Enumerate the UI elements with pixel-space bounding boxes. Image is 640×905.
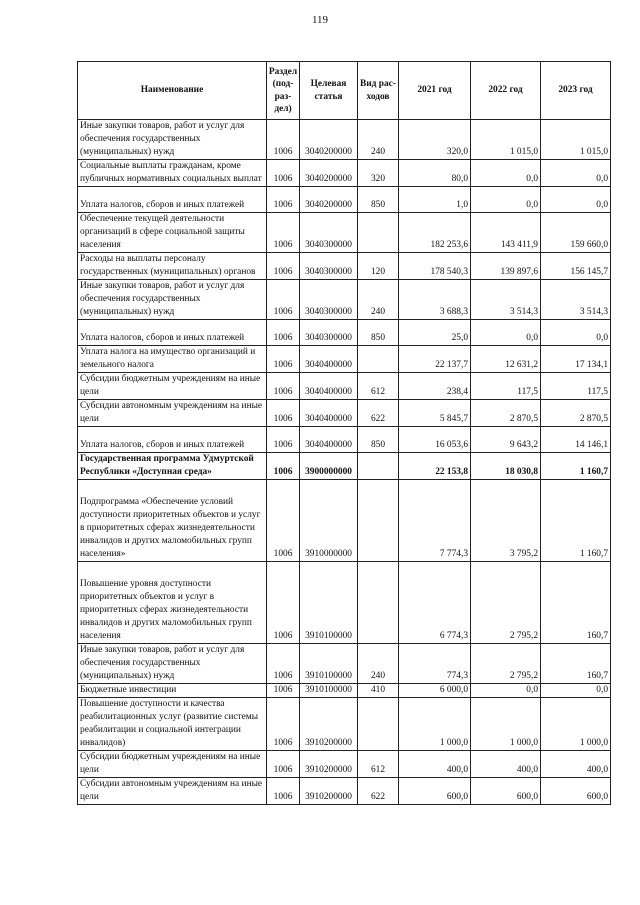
cell-target: 3040200000 — [300, 187, 358, 213]
cell-2022: 0,0 — [471, 187, 541, 213]
cell-target: 3910200000 — [300, 698, 358, 751]
cell-kind: 410 — [358, 684, 399, 698]
cell-kind — [358, 698, 399, 751]
cell-kind — [358, 346, 399, 373]
cell-2023: 0,0 — [541, 684, 611, 698]
cell-2023: 14 146,1 — [541, 427, 611, 453]
cell-name: Уплата налогов, сборов и иных платежей — [78, 320, 267, 346]
table-row — [78, 213, 611, 253]
cell-2021: 1,0 — [399, 187, 471, 213]
cell-target: 3910100000 — [300, 562, 358, 644]
cell-section: 1006 — [267, 562, 300, 644]
cell-2023: 1 015,0 — [541, 120, 611, 160]
cell-2022: 400,0 — [471, 751, 541, 778]
cell-2022: 0,0 — [471, 160, 541, 187]
cell-2022: 2 870,5 — [471, 400, 541, 427]
cell-2023: 0,0 — [541, 160, 611, 187]
cell-2021: 3 688,3 — [399, 280, 471, 320]
table-row — [78, 373, 611, 400]
cell-name: Социальные выплаты гражданам, кроме публичных нормативных социальных выплат — [78, 160, 267, 187]
cell-2022: 12 631,2 — [471, 346, 541, 373]
table-row — [78, 160, 611, 187]
cell-2021: 5 845,7 — [399, 400, 471, 427]
table-row — [78, 187, 611, 213]
cell-target: 3040300000 — [300, 320, 358, 346]
cell-target: 3040400000 — [300, 346, 358, 373]
cell-name: Повышение уровня доступности приоритетных объектов и услуг в приоритетных сферах жизнедеятельности инвалидов и других маломобильных групп населения — [78, 562, 267, 644]
cell-section: 1006 — [267, 120, 300, 160]
table-row — [78, 346, 611, 373]
cell-2023: 0,0 — [541, 187, 611, 213]
cell-section: 1006 — [267, 427, 300, 453]
cell-section: 1006 — [267, 280, 300, 320]
cell-2021: 182 253,6 — [399, 213, 471, 253]
cell-2022: 1 015,0 — [471, 120, 541, 160]
cell-kind: 120 — [358, 253, 399, 280]
cell-name: Государственная программа Удмуртской Республики «Доступная среда» — [78, 453, 267, 480]
cell-kind: 612 — [358, 373, 399, 400]
cell-name: Иные закупки товаров, работ и услуг для обеспечения государственных (муниципальных) нужд — [78, 120, 267, 160]
cell-2022: 1 000,0 — [471, 698, 541, 751]
cell-2021: 22 137,7 — [399, 346, 471, 373]
cell-section: 1006 — [267, 453, 300, 480]
header-kind: Вид рас- ходов — [358, 62, 399, 120]
cell-2022: 600,0 — [471, 778, 541, 805]
cell-name: Уплата налога на имущество организаций и земельного налога — [78, 346, 267, 373]
cell-target: 3910100000 — [300, 684, 358, 698]
cell-kind: 240 — [358, 120, 399, 160]
cell-section: 1006 — [267, 751, 300, 778]
table-row — [78, 253, 611, 280]
cell-2023: 400,0 — [541, 751, 611, 778]
cell-2023: 17 134,1 — [541, 346, 611, 373]
cell-2023: 3 514,3 — [541, 280, 611, 320]
cell-target: 3910200000 — [300, 751, 358, 778]
header-row — [78, 62, 611, 120]
cell-2021: 16 053,6 — [399, 427, 471, 453]
table-row — [78, 320, 611, 346]
cell-target: 3040400000 — [300, 373, 358, 400]
cell-kind: 240 — [358, 280, 399, 320]
cell-2021: 25,0 — [399, 320, 471, 346]
cell-name: Расходы на выплаты персоналу государственных (муниципальных) органов — [78, 253, 267, 280]
cell-name: Субсидии бюджетным учреждениям на иные цели — [78, 373, 267, 400]
cell-target: 3910000000 — [300, 480, 358, 562]
cell-target: 3910200000 — [300, 778, 358, 805]
header-2021: 2021 год — [399, 62, 471, 120]
cell-2023: 0,0 — [541, 320, 611, 346]
cell-target: 3040300000 — [300, 280, 358, 320]
cell-2021: 7 774,3 — [399, 480, 471, 562]
cell-2021: 400,0 — [399, 751, 471, 778]
cell-kind — [358, 453, 399, 480]
cell-target: 3040300000 — [300, 253, 358, 280]
cell-2022: 2 795,2 — [471, 644, 541, 684]
cell-target: 3040300000 — [300, 213, 358, 253]
cell-section: 1006 — [267, 253, 300, 280]
cell-name: Субсидии бюджетным учреждениям на иные цели — [78, 751, 267, 778]
cell-section: 1006 — [267, 213, 300, 253]
cell-2021: 238,4 — [399, 373, 471, 400]
cell-2021: 774,3 — [399, 644, 471, 684]
cell-name: Уплата налогов, сборов и иных платежей — [78, 427, 267, 453]
cell-target: 3040400000 — [300, 400, 358, 427]
budget-table — [77, 61, 611, 805]
cell-section: 1006 — [267, 320, 300, 346]
cell-section: 1006 — [267, 346, 300, 373]
table-row — [78, 280, 611, 320]
cell-2021: 22 153,8 — [399, 453, 471, 480]
cell-section: 1006 — [267, 778, 300, 805]
table-row — [78, 684, 611, 698]
cell-name: Бюджетные инвестиции — [78, 684, 267, 698]
cell-name: Субсидии автономным учреждениям на иные цели — [78, 778, 267, 805]
cell-2023: 1 160,7 — [541, 453, 611, 480]
cell-2022: 3 514,3 — [471, 280, 541, 320]
cell-kind: 320 — [358, 160, 399, 187]
cell-2023: 159 660,0 — [541, 213, 611, 253]
cell-2023: 160,7 — [541, 562, 611, 644]
cell-2023: 600,0 — [541, 778, 611, 805]
cell-section: 1006 — [267, 187, 300, 213]
cell-name: Субсидии автономным учреждениям на иные цели — [78, 400, 267, 427]
header-2022: 2022 год — [471, 62, 541, 120]
cell-name: Обеспечение текущей деятельности организаций в сфере социальной защиты населения — [78, 213, 267, 253]
header-2023: 2023 год — [541, 62, 611, 120]
cell-target: 3040200000 — [300, 120, 358, 160]
cell-target: 3900000000 — [300, 453, 358, 480]
cell-2022: 18 030,8 — [471, 453, 541, 480]
table-row — [78, 644, 611, 684]
cell-kind: 850 — [358, 187, 399, 213]
cell-name: Иные закупки товаров, работ и услуг для обеспечения государственных (муниципальных) нужд — [78, 280, 267, 320]
table-row — [78, 562, 611, 644]
cell-target: 3040400000 — [300, 427, 358, 453]
table-row — [78, 751, 611, 778]
cell-section: 1006 — [267, 400, 300, 427]
cell-kind: 622 — [358, 778, 399, 805]
cell-2023: 117,5 — [541, 373, 611, 400]
cell-2022: 143 411,9 — [471, 213, 541, 253]
cell-2022: 139 897,6 — [471, 253, 541, 280]
cell-name: Уплата налогов, сборов и иных платежей — [78, 187, 267, 213]
cell-kind: 240 — [358, 644, 399, 684]
cell-kind: 850 — [358, 320, 399, 346]
cell-name: Иные закупки товаров, работ и услуг для обеспечения государственных (муниципальных) нужд — [78, 644, 267, 684]
cell-2023: 1 000,0 — [541, 698, 611, 751]
cell-kind: 612 — [358, 751, 399, 778]
cell-2022: 2 795,2 — [471, 562, 541, 644]
cell-2022: 9 643,2 — [471, 427, 541, 453]
cell-2021: 320,0 — [399, 120, 471, 160]
cell-target: 3040200000 — [300, 160, 358, 187]
table-body — [78, 120, 611, 805]
cell-kind: 850 — [358, 427, 399, 453]
table-row — [78, 400, 611, 427]
cell-2023: 156 145,7 — [541, 253, 611, 280]
table-row — [78, 120, 611, 160]
table-row — [78, 698, 611, 751]
cell-kind: 622 — [358, 400, 399, 427]
table-row — [78, 480, 611, 562]
cell-2023: 2 870,5 — [541, 400, 611, 427]
cell-2023: 160,7 — [541, 644, 611, 684]
table-row — [78, 778, 611, 805]
cell-kind — [358, 562, 399, 644]
header-section: Раздел (под- раз- дел) — [267, 62, 300, 120]
cell-section: 1006 — [267, 160, 300, 187]
cell-name: Повышение доступности и качества реабилитационных услуг (развитие системы реабилитации и социальной интеграции инвалидов) — [78, 698, 267, 751]
cell-2021: 600,0 — [399, 778, 471, 805]
cell-2021: 1 000,0 — [399, 698, 471, 751]
cell-section: 1006 — [267, 698, 300, 751]
table-row — [78, 453, 611, 480]
cell-2021: 6 000,0 — [399, 684, 471, 698]
header-name: Наименование — [78, 62, 267, 120]
header-target: Целевая статья — [300, 62, 358, 120]
cell-2022: 0,0 — [471, 684, 541, 698]
cell-2023: 1 160,7 — [541, 480, 611, 562]
page-number: 119 — [311, 14, 329, 26]
cell-2022: 117,5 — [471, 373, 541, 400]
cell-2021: 6 774,3 — [399, 562, 471, 644]
cell-target: 3910100000 — [300, 644, 358, 684]
cell-section: 1006 — [267, 684, 300, 698]
table-row — [78, 427, 611, 453]
cell-section: 1006 — [267, 373, 300, 400]
cell-2022: 0,0 — [471, 320, 541, 346]
cell-2022: 3 795,2 — [471, 480, 541, 562]
cell-kind — [358, 213, 399, 253]
cell-section: 1006 — [267, 480, 300, 562]
cell-2021: 178 540,3 — [399, 253, 471, 280]
cell-section: 1006 — [267, 644, 300, 684]
cell-kind — [358, 480, 399, 562]
cell-name: Подпрограмма «Обеспечение условий доступности приоритетных объектов и услуг в приоритетных сферах жизнедеятельности инвалидов и других маломобильных групп населения» — [78, 480, 267, 562]
cell-2021: 80,0 — [399, 160, 471, 187]
